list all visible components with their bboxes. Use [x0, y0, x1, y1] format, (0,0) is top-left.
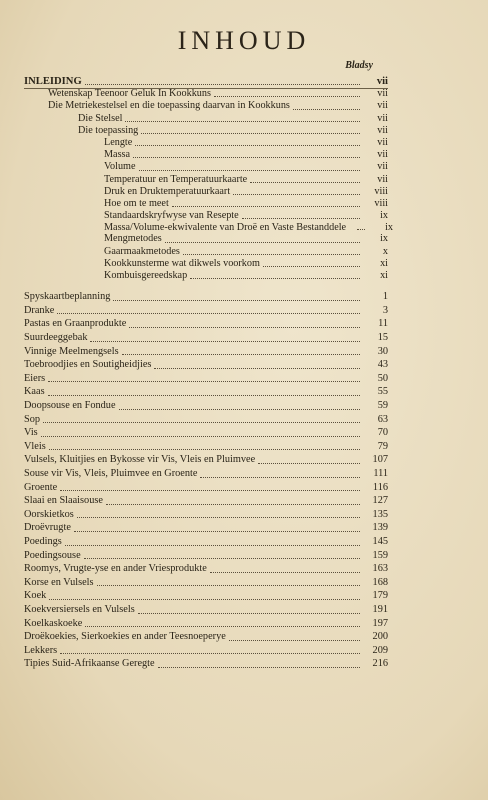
toc-entry-title: Kaas [24, 386, 45, 398]
dot-leader [49, 599, 360, 600]
dot-leader [65, 545, 360, 546]
toc-entry-page: 11 [378, 318, 388, 330]
toc-entry [24, 481, 388, 495]
toc-entry-page: 59 [377, 400, 388, 411]
toc-entry-page: 191 [372, 603, 388, 615]
toc-entry-page: 163 [372, 563, 388, 575]
toc-entry [24, 125, 388, 137]
toc-entry [24, 440, 388, 454]
dot-leader [258, 463, 360, 464]
dot-leader [129, 327, 360, 328]
toc-entry-page: vii [377, 88, 388, 100]
dot-leader [85, 84, 360, 85]
toc-entry-title: Kookkunsterme wat dikwels voorkom [104, 257, 260, 269]
toc-entry [24, 113, 388, 125]
toc-entry-title: Massa [104, 149, 131, 161]
dot-leader [183, 254, 360, 255]
toc-entry [24, 453, 388, 467]
toc-entry [24, 358, 388, 372]
toc-entry-title: Poedingsouse [24, 549, 81, 561]
toc-entry [24, 258, 388, 270]
page-title: INHOUD [177, 26, 311, 55]
intro-section [24, 76, 393, 282]
toc-entry-title: Droëvrugte [24, 522, 71, 534]
dot-leader [138, 613, 360, 614]
toc-entry-title: Vis [24, 427, 38, 439]
toc-entry [24, 76, 388, 88]
toc-entry [24, 630, 388, 644]
toc-entry-page: ix [380, 210, 388, 222]
dot-leader [48, 395, 360, 396]
toc-entry [24, 372, 388, 386]
dot-leader [119, 409, 360, 410]
dot-leader [293, 109, 360, 110]
dot-leader [57, 313, 360, 314]
toc-entry [24, 222, 393, 234]
toc-entry-page: 79 [377, 440, 388, 452]
toc-entry-title: Mengmetodes [104, 233, 162, 245]
toc-entry-title: Droëkoekies, Sierkoekies en ander Teesnoeperye [24, 631, 226, 643]
toc-entry [24, 100, 388, 112]
toc-entry [24, 644, 388, 658]
toc-entry-title: Kombuisgereedskap [104, 270, 188, 282]
dot-leader [113, 300, 360, 301]
dot-leader [139, 170, 360, 171]
toc-entry-title: Suurdeeggebak [24, 332, 88, 344]
dot-leader [122, 354, 360, 355]
dot-leader [77, 517, 360, 518]
toc-entry [24, 290, 388, 304]
dot-leader [106, 504, 360, 505]
toc-entry-page: 50 [377, 372, 388, 384]
toc-entry [24, 161, 388, 173]
dot-leader [41, 436, 360, 437]
dot-leader [43, 422, 360, 423]
toc-entry-title: Pastas en Graanprodukte [24, 318, 127, 330]
dot-leader [172, 206, 360, 207]
dot-leader [49, 449, 360, 450]
toc-entry-title: Koelkaskoeke [24, 617, 83, 629]
toc-entry [24, 413, 388, 427]
toc-entry-page: vii [377, 112, 388, 124]
toc-entry [24, 210, 388, 222]
toc-entry-page: vii [377, 149, 388, 161]
toc-entry [24, 603, 388, 617]
toc-entry-page: vii [377, 173, 388, 185]
toc-entry-title: Toebroodjies en Soutigheidjies [24, 359, 152, 371]
toc-entry-page: ix [385, 222, 393, 234]
toc-entry-title: Lekkers [24, 644, 58, 656]
toc-entry [24, 562, 388, 576]
page-column-header: Bladsy [345, 60, 373, 71]
dot-leader [250, 182, 360, 183]
toc-entry-page: 159 [372, 549, 388, 561]
toc-entry-page: 145 [372, 535, 388, 547]
toc-entry-page: 116 [372, 481, 388, 493]
dot-leader [125, 121, 360, 122]
toc-entry [24, 246, 388, 258]
toc-entry-title: Massa/Volume-ekwivalente van Droë en Vaste Bestanddele [104, 222, 347, 234]
dot-leader [85, 626, 360, 627]
toc-entry-page: 200 [372, 631, 388, 643]
toc-entry-title: Koek [24, 590, 47, 602]
dot-leader [200, 477, 360, 478]
toc-entry [24, 467, 388, 481]
toc-entry-title: Sop [24, 413, 41, 425]
toc-entry-page: vii [377, 161, 388, 173]
toc-entry-title: Eiers [24, 372, 46, 384]
toc-entry-title: Korse en Vulsels [24, 576, 94, 588]
toc-entry-title: Groente [24, 481, 58, 493]
toc-entry-title: Poedings [24, 535, 62, 547]
dot-leader [60, 490, 360, 491]
toc-entry-page: viii [374, 185, 388, 197]
dot-leader [229, 640, 360, 641]
toc-entry-page: x [382, 245, 388, 257]
toc-entry-title: Oorskietkos [24, 508, 74, 520]
toc-entry-page: 209 [372, 644, 388, 656]
toc-entry-page: 70 [377, 427, 388, 439]
toc-entry [24, 186, 388, 198]
dot-leader [242, 218, 360, 219]
dot-leader [97, 585, 360, 586]
toc-entry [24, 589, 388, 603]
toc-entry [24, 345, 388, 359]
toc-entry-page: xi [380, 270, 388, 282]
toc-entry [24, 576, 388, 590]
toc-entry [24, 331, 388, 345]
toc-entry-page: 139 [372, 522, 388, 534]
toc-entry [24, 233, 388, 245]
dot-leader [214, 96, 360, 97]
toc-entry-title: Temperatuur en Temperatuurkaarte [104, 173, 248, 185]
toc-entry [24, 549, 388, 563]
dot-leader [210, 572, 360, 573]
toc-entry-title: Vleis [24, 440, 46, 452]
toc-entry [24, 304, 388, 318]
toc-entry-title: Koekversiersels en Vulsels [24, 603, 135, 615]
dot-leader [154, 368, 360, 369]
toc-entry-page: viii [374, 198, 388, 210]
toc-entry-page: vii [377, 124, 388, 136]
toc-entry-title: Gaarmaakmetodes [104, 245, 180, 257]
dot-leader [141, 133, 360, 134]
toc-entry-page: 111 [373, 467, 388, 479]
toc-entry-page: 1 [382, 291, 388, 303]
toc-entry-title: Slaai en Slaaisouse [24, 495, 103, 507]
toc-entry-title: Vinnige Meelmengsels [24, 345, 119, 357]
toc-entry [24, 521, 388, 535]
toc-entry-page: 63 [377, 413, 388, 425]
toc-entry-page: 135 [372, 508, 388, 520]
dot-leader [133, 157, 360, 158]
toc-entry-title: Standaardskryfwyse van Resepte [104, 210, 239, 222]
toc-entry-page: xi [380, 257, 388, 269]
toc-entry [24, 88, 388, 100]
toc-entry-title: Spyskaartbeplanning [24, 291, 111, 303]
toc-entry-page: 43 [377, 359, 388, 371]
dot-leader [158, 667, 360, 668]
toc-entry [24, 617, 388, 631]
toc-entry [24, 149, 388, 161]
toc-entry-title: INLEIDING [24, 76, 82, 87]
toc-entry-page: 3 [382, 304, 388, 316]
toc-entry-page: 15 [377, 332, 388, 344]
toc-entry-title: Die toepassing [78, 124, 139, 136]
toc-entry [24, 535, 388, 549]
toc-entry-page: vii [377, 137, 388, 149]
dot-leader [263, 266, 360, 267]
toc-entry [24, 174, 388, 186]
toc-entry-page: 107 [372, 454, 388, 466]
toc-entry-page: ix [380, 233, 388, 245]
toc-entry [24, 270, 388, 282]
dot-leader [90, 341, 360, 342]
toc-entry [24, 426, 388, 440]
toc-entry [24, 399, 388, 413]
toc-entry-title: Die Metriekestelsel en die toepassing daarvan in Kookkuns [48, 100, 290, 112]
toc-entry-page: 127 [372, 495, 388, 507]
toc-entry [24, 508, 388, 522]
toc-entry-page: 30 [377, 345, 388, 357]
table-of-contents [24, 76, 393, 671]
dot-leader [74, 531, 360, 532]
toc-entry-page: 179 [372, 590, 388, 602]
toc-entry-title: Volume [104, 161, 136, 173]
chapter-section [24, 290, 388, 671]
toc-entry-title: Hoe om te meet [104, 198, 169, 210]
toc-entry-title: Lengte [104, 137, 133, 149]
toc-entry [24, 137, 388, 149]
toc-entry-page: 216 [372, 658, 388, 670]
dot-leader [60, 653, 360, 654]
toc-entry-title: Die Stelsel [78, 112, 123, 124]
dot-leader [135, 145, 360, 146]
dot-leader [357, 229, 365, 230]
toc-entry-page: 197 [372, 617, 388, 629]
toc-entry-title: Roomys, Vrugte-yse en ander Vriesprodukte [24, 563, 207, 575]
toc-entry-page: vii [376, 76, 388, 87]
toc-entry-title: Tipies Suid-Afrikaanse Geregte [24, 658, 155, 670]
toc-entry-title: Druk en Druktemperatuurkaart [104, 185, 231, 197]
dot-leader [165, 242, 360, 243]
dot-leader [233, 194, 360, 195]
toc-entry [24, 317, 388, 331]
toc-entry [24, 494, 388, 508]
dot-leader [84, 558, 360, 559]
toc-entry-title: Vulsels, Kluitjies en Bykosse vir Vis, Vleis en Pluimvee [24, 454, 256, 466]
toc-entry-title: Dranke [24, 304, 55, 316]
toc-entry [24, 198, 388, 210]
dot-leader [190, 278, 360, 279]
toc-entry-page: vii [377, 100, 388, 112]
toc-entry-title: Wetenskap Teenoor Geluk In Kookkuns [48, 88, 211, 100]
toc-entry-page: 55 [377, 386, 388, 398]
toc-entry [24, 657, 388, 671]
toc-entry-title: Doopsouse en Fondue [24, 400, 116, 411]
toc-entry-title: Souse vir Vis, Vleis, Pluimvee en Groente [24, 467, 198, 479]
toc-entry [24, 385, 388, 399]
toc-entry-page: 168 [372, 576, 388, 588]
dot-leader [48, 381, 360, 382]
